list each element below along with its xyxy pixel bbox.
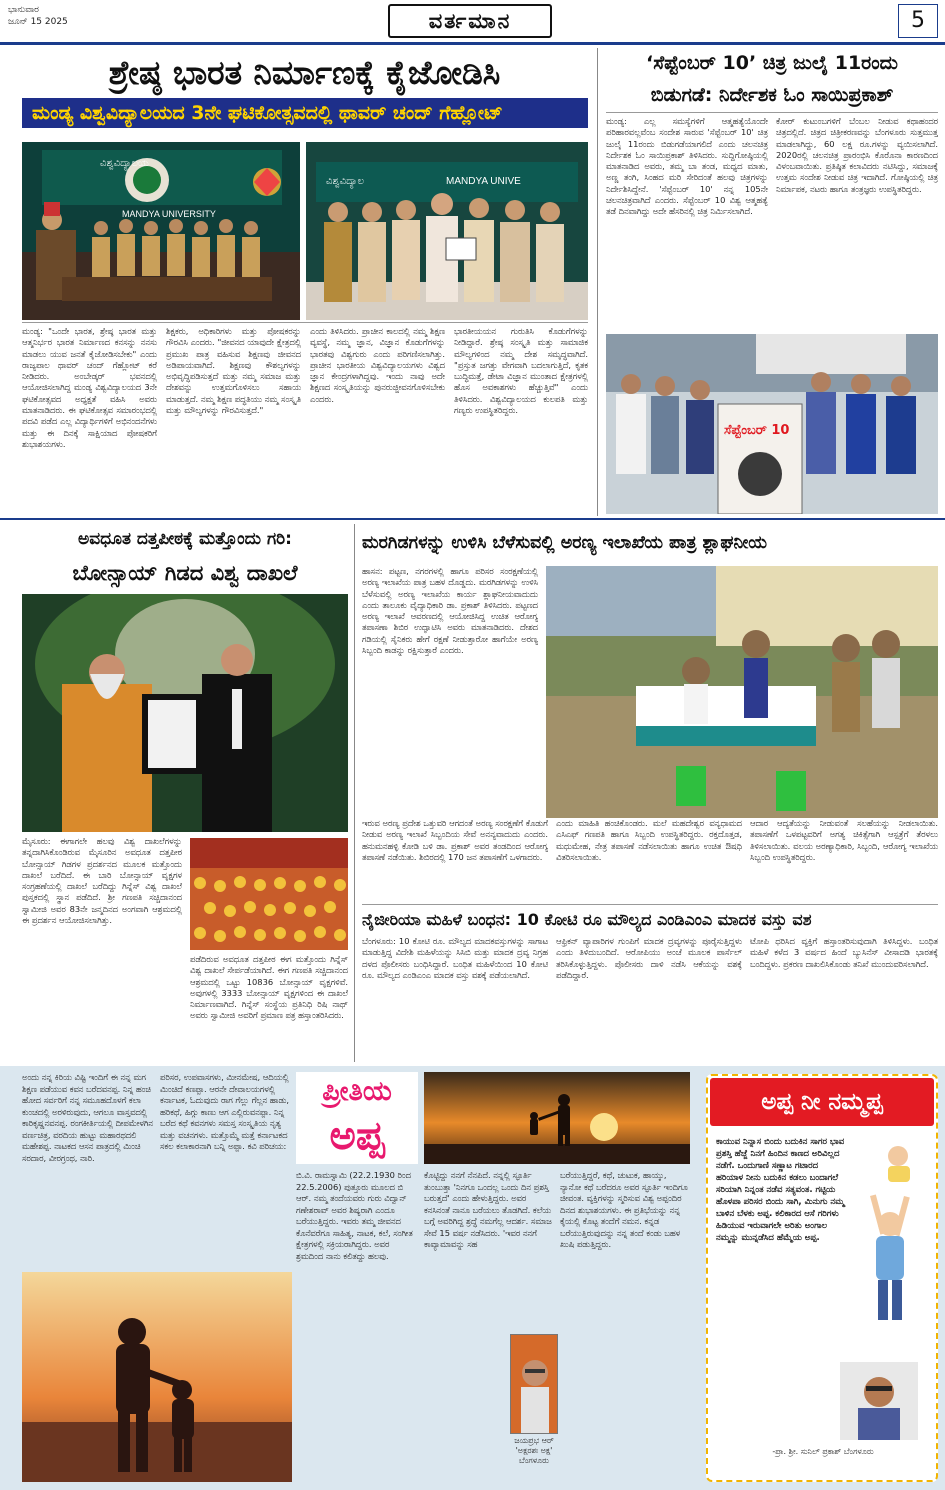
photo2-banner-text: ವಿಶ್ವವಿದ್ಯಾಲ xyxy=(326,176,365,187)
author-caption-pen-name: 'ಅಕ್ಷರಶಃ ಅಕ್ಷ' xyxy=(515,1446,553,1455)
bonsai-col-2: ಪಡೆದಿರುವ ಅವಧೂತ ದತ್ತಪೀಠ ಈಗ ಮತ್ತೊಂದು ಗಿನ್ನೆಸ್ ವಿಶ್ವ ದಾಖಲೆ ಸೇರ್ಪಡೆಯಾಗಿದೆ. ಈಗ ಗಣಪತಿ ಸಚ್ಚಿದಾನಂದ ಆಶ್ರಮದಲ್ಲಿ ಒಟ್ಟು 10836 ಬೋನ್ಸಾಯ್ ವೃಕ್ಷಗಳಿವೆ. ಅವುಗಳಲ್ಲಿ 3333 ಬೋನ್ಸಾಯ್ ವೃಕ್ಷಗಳಿಂದ ಈ ದಾಖಲೆ ನಿರ್ಮಾಣವಾಗಿದೆ. ಗಿನ್ನೆಸ್ ಸಂಸ್ಥೆಯ ಪ್ರತಿನಿಧಿ ರಿಷಿ ನಾಥ್ ಅವರು ಸ್ವಾಮೀಜಿ ಅವರಿಗೆ ಪ್ರಮಾಣ ಪತ್ರ ಹಸ್ತಾಂತರಿಸಿದರು. xyxy=(190,954,348,1021)
issue-date-text: ಜೂನ್ 15 2025 xyxy=(8,17,68,27)
preeti-title-line1: ಪ್ರೀತಿಯ xyxy=(322,1076,392,1107)
issue-date xyxy=(8,4,68,28)
convocation-col-4: ಭಾರತೀಯಯನ ಗುರುತಿಸಿ ಕೊಡುಗೆಗಳನ್ನು ನೀಡಿದ್ದಾರೆ. ಶ್ರೇಷ್ಠ ಸಂಸ್ಕೃತಿ ಮತ್ತು ಸಾಮಾಜಿಕ ಮೌಲ್ಯಗಳಿಂದ ನಮ್ಮ ದೇಶ ಸಮೃದ್ಧವಾಗಿದೆ. "ಪ್ರಸ್ತುತ ಜಗತ್ತು ವೇಗವಾಗಿ ಬದಲಾಗುತ್ತಿದೆ, ಕೃತಕ ಬುದ್ಧಿಮತ್ತೆ, ಡೇಟಾ ವಿಜ್ಞಾನ ಮುಂತಾದ ಕ್ಷೇತ್ರಗಳಲ್ಲಿ ಹೊಸ ಅವಕಾಶಗಳು ಹೆಚ್ಚುತ್ತಿವೆ" ಎಂದು ತಿಳಿಸಿದರು. ವಿಶ್ವವಿದ್ಯಾಲಯದ ಕುಲಪತಿ ಮತ್ತು ಗಣ್ಯರು ಉಪಸ್ಥಿತರಿದ್ದರು. xyxy=(454,326,588,416)
bonsai-photo xyxy=(22,594,348,832)
drugs-col-2: ಆಫ್ರಿಕನ್ ವ್ಯಾಪಾರಿಗಳ ಗುಂಪಿಗೆ ಮಾದಕ ದ್ರವ್ಯಗಳನ್ನು ಪೂರೈಸುತ್ತಿದ್ದಳು ಎಂದು ತಿಳಿದುಬಂದಿದೆ. ಆರೋಪಿಯು ಅಂಚೆ ಮೂಲಕ ಪಾರ್ಸೆಲ್ ತರಿಸಿಕೊಳ್ಳುತ್ತಿದ್ದಳು. ಪೊಲೀಸರು ದಾಳಿ ನಡೆಸಿ ಆಕೆಯನ್ನು ವಶಕ್ಕೆ ಪಡೆದಿದ್ದಾರೆ. xyxy=(556,936,742,980)
section-rule-1 xyxy=(0,518,945,520)
author-caption xyxy=(498,1436,570,1478)
convocation-col-2: ಶಿಕ್ಷಕರು, ಅಧಿಕಾರಿಗಳು ಮತ್ತು ಪೋಷಕರನ್ನು ಗೌರವಿಸಿ ಎಂದರು. "ಜೀವನದ ಯಾವುದೇ ಕ್ಷೇತ್ರದಲ್ಲಿ ಪ್ರಮುಖ ಪಾತ್ರ ವಹಿಸುವ ಶಿಕ್ಷಣವು ಜೀವನದ ಅಡಿಪಾಯವಾಗಿದೆ. ಶಿಕ್ಷಣವು ಕೌಶಲ್ಯಗಳನ್ನು ಅಭಿವೃದ್ಧಿಪಡಿಸುತ್ತದೆ ಮತ್ತು ನಮ್ಮ ಸಮಾಜ ಮತ್ತು ದೇಶವನ್ನು ಉತ್ತಮಗೊಳಿಸಲು ಸಹಾಯ ಮಾಡುತ್ತದೆ. ನಮ್ಮ ಶಿಕ್ಷಣ ಪದ್ಧತಿಯು ನಮ್ಮ ಸಂಸ್ಕೃತಿ ಮತ್ತು ಮೌಲ್ಯಗಳನ್ನು ಗೌರವಿಸುತ್ತದೆ." xyxy=(166,326,301,416)
convocation-headline: ಶ್ರೇಷ್ಠ ಭಾರತ ನಿರ್ಮಾಣಕ್ಕೆ ಕೈಜೋಡಿಸಿ xyxy=(108,53,501,92)
bonsai-crowd-photo xyxy=(190,838,348,950)
bio-col-1: ಬಿ.ವಿ. ರಾಮಸ್ವಾಮಿ (22.2.1930 ರಿಂದ 22.5.2006) ಪುತ್ತೂರು ಮೂಲದ ಬಿ ಆರ್. ನಮ್ಮ ತಂದೆಯವರು ಗುರು ವಿದ್ವಾನ್ ಗಣೇಶರಾವ್ ಅವರ ಶಿಷ್ಯರಾಗಿ ಎಂದೂ ಬರೆಯುತ್ತಿದ್ದರು. ಇವರು ತಮ್ಮ ಜೀವನದ ಕೊನೆವರೆಗೂ ಸಾಹಿತ್ಯ, ನಾಟಕ, ಕಲೆ, ಸಂಗೀತ ಕ್ಷೇತ್ರಗಳಲ್ಲಿ ಸಕ್ರಿಯರಾಗಿದ್ದರು. ಅವರ ಶ್ರಮದಿಂದ ನಾನು ಕಲಿತದ್ದು ಹಲವು. xyxy=(296,1170,413,1261)
forest-headline: ಮರಗಿಡಗಳನ್ನು ಉಳಿಸಿ ಬೆಳೆಸುವಲ್ಲಿ ಅರಣ್ಯ ಇಲಾಖೆಯ ಪಾತ್ರ ಶ್ಲಾಘನೀಯ xyxy=(362,533,768,553)
author-caption-name: ಜಯಪ್ರಭ ಆರ್ xyxy=(514,1436,554,1445)
forest-col-top: ಹಾಸನ: ಪಟ್ಟಣ, ನಗರಗಳಲ್ಲಿ ಹಾಗೂ ಪರಿಸರ ಸಂರಕ್ಷಣೆಯಲ್ಲಿ ಅರಣ್ಯ ಇಲಾಖೆಯ ಪಾತ್ರ ಬಹಳ ದೊಡ್ಡದು. ಮರಗಿಡಗಳನ್ನು ಉಳಿಸಿ ಬೆಳೆಸುವಲ್ಲಿ ಅರಣ್ಯ ಇಲಾಖೆಯ ಕಾರ್ಯ ಶ್ಲಾಘನೀಯವಾದುದು ಎಂದು ತಾಲೂಕು ವೈದ್ಯಾಧಿಕಾರಿ ಡಾ. ಪ್ರಕಾಶ್ ತಿಳಿಸಿದರು. ಪಟ್ಟಣದ ಅರಣ್ಯ ಇಲಾಖೆ ಆವರಣದಲ್ಲಿ ಆಯೋಜಿಸಿದ್ದ ಉಚಿತ ಆರೋಗ್ಯ ತಪಾಸಣಾ ಶಿಬಿರ ಉದ್ಘಾಟಿಸಿ ಅವರು ಮಾತನಾಡಿದರು. ದೇಶದ ಗಡಿಯಲ್ಲಿ ಸೈನಿಕರು ಹೇಗೆ ರಕ್ಷಣೆ ನೀಡುತ್ತಾರೋ ಹಾಗೆಯೇ ಅರಣ್ಯ ಸಿಬ್ಬಂದಿ ಕಾಡನ್ನು ರಕ್ಷಿಸುತ್ತಾರೆ ಎಂದರು. xyxy=(362,566,538,656)
photo1-banner-text: ವಿಶ್ವವಿದ್ಯಾಲಯ xyxy=(100,158,149,169)
film-headline-line2: ಬಿಡುಗಡೆ: ನಿರ್ದೇಶಕ ಓಂ ಸಾಯಿಪ್ರಕಾಶ್ xyxy=(650,84,894,106)
convocation-col-3: ಎಂದು ತಿಳಿಸಿದರು. ಪ್ರಾಚೀನ ಕಾಲದಲ್ಲಿ ನಮ್ಮ ಶಿಕ್ಷಣ ವ್ಯವಸ್ಥೆ, ನಮ್ಮ ಜ್ಞಾನ, ವಿಜ್ಞಾನ ಕೊಡುಗೆಗಳನ್ನು ಭಾರತವು ವಿಶ್ವಗುರು ಎಂದು ಪರಿಗಣಿಸಲಾಗಿತ್ತು. ಪ್ರಾಚೀನ ಭಾರತೀಯ ವಿಶ್ವವಿದ್ಯಾಲಯಗಳು ವಿಶ್ವದ ಜ್ಞಾನ ಕೇಂದ್ರಗಳಾಗಿದ್ದವು. ಇಂದು ನಾವು ಅದೇ ಶಿಕ್ಷಣದ ಸಂಸ್ಕೃತಿಯನ್ನು ಪುನರುಜ್ಜೀವನಗೊಳಿಸಬೇಕು ಎಂದರು. xyxy=(310,326,445,404)
father-playing-with-child-illustration xyxy=(848,1136,932,1326)
newspaper-logo: ವರ್ತಮಾನ xyxy=(388,4,552,38)
convocation-photo-1 xyxy=(22,142,300,320)
appa-poem-text: ಕಾಯುವ ನಿನ್ನಾಸ ಬಿಂದು ಬದುಕಿನ ಸಾಗರ ಭಾವ ಪ್ರಶಸ್ತಿ ಹೆಜ್ಜೆ ನಿನಗೆ ಹಿಂದಿನ ಕಾಣದ ಅರಿವಿಲ್ಲದ ನಡೆಗೆ. ಒಂದುಗಾಣಿ ಸಣ್ಣಾಟ ಗಟಾರದ ಹರಿಯಾಳ ನೀನು ಬದುಕಿನ ಕಡಲು ಬಂದಾಗಲೆ ಸರಿಯಾಗಿ ನಿನ್ನಂತ ನಡೆವ ಸತ್ಯವಂತ. ಗಟ್ಟಿಯ ಹೊಳಪಾ ಪರಿಸರ ಬಿಂದು ಸಾಗಿ, ಮಿನುಗು ನಮ್ಮ ಬಾಳಿನ ಬೆಳಕು ಅಪ್ಪ. ಕಲಿಕಾರದ ಆಸೆ ಗರಿಗಳು ಹಿಡಿಯುವ ಇರುವಾಗಲೇ ಅರಿತು ಅಂಗಾಲ ನಮ್ಮನ್ನು ಮುನ್ನಡೆಸಿದ ಹೆಮ್ಮೆಯ ಅಪ್ಪ. xyxy=(716,1137,845,1243)
bio-col-2: ಕೊಟ್ಟಿದ್ದು ನನಗೆ ನೆನಪಿದೆ. ನನ್ನಲ್ಲಿ ಸ್ಫೂರ್ತಿ ತುಂಬುತ್ತಾ 'ನಿನಗೂ ಒಂದಲ್ಲ ಒಂದು ದಿನ ಪ್ರಶಸ್ತಿ ಬರುತ್ತದೆ' ಎಂದು ಹೇಳುತ್ತಿದ್ದರು. ಅವರ ಕನಸಿನಂತೆ ನಾನೂ ಬರೆಯಲು ತೊಡಗಿದೆ. ಕಲೆಯ ಬಗ್ಗೆ ಅವರಿಗಿದ್ದ ಶ್ರದ್ಧೆ ನಮಗೆಲ್ಲ ಆದರ್ಶ. ಸಮಾಜ ಸೇವೆ 15 ವರ್ಷ ನಡೆಸಿದರು. 'ಇವರ ನನಗೆ ಕಾವ್ಯಾಮಾವನ್ನು ಸಹ xyxy=(424,1170,552,1249)
convocation-photo-2 xyxy=(306,142,588,320)
poem-col-1: ಅಂದು ನನ್ನ ಕಿರಿಯ ವಿಷ್ಟಿ ಇಂದಿಗೆ ಈ ನನ್ನ ಮಗ ಶಿಕ್ಷಣ ಪಡೆಯುವ ಕವನ ಬರೆದವನಪ್ಪ. ನಿನ್ನ ಹಂಚಿ ಹೋದ ಸರ್ವರಿಗೆ ನನ್ನ ಸಮೂಹದೊಳಗೆ ಕಲಾ ಕುಂಚದಲ್ಲಿ ಅರಳಿರುವುದು, ಆಗಲೂ ವಾಸ್ತವದಲ್ಲಿ ಕಾರಿಕೃಷ್ಣನವನಪ್ಪ. ರಂಗಕೀರ್ತಿಯಲ್ಲಿ ದೀಪಮೇಳಗಿನ ವರ್ಣಚಿತ್ರ, ವರದಿಯ ಹುಟ್ಟು ಮಹಾರಥದಲಿ ಮಹೇಶಪ್ಪ. ನಾಟಕದ ಆಸನ ಪಾತ್ರದಲ್ಲಿ ಮಿಂಚಿ ಸರದಾರ, ವೀರಗ್ರಂಥ, ನಾರಿ. xyxy=(22,1072,153,1163)
bonsai-headline-line2: ಬೋನ್ಸಾಯ್ ಗಿಡದ ವಿಶ್ವ ದಾಖಲೆ xyxy=(72,561,298,585)
issue-day: ಭಾನುವಾರ xyxy=(8,5,39,15)
author-caption-place: ಬೆಂಗಳೂರು xyxy=(519,1456,549,1465)
forest-col-3: ಆದಾರ ಆದ್ಯತೆಯನ್ನು ನೀಡುವಂತೆ ಸಲಹೆಯನ್ನು ನೀಡಲಾಯಿತು. ತಪಾಸಣೆಗೆ ಒಳಪಟ್ಟವರಿಗೆ ಅಗತ್ಯ ಚಿಕಿತ್ಸೆಗಾಗಿ ಆಸ್ಪತ್ರೆಗೆ ತೆರಳಲು ತಿಳಿಸಲಾಯಿತು. ವಲಯ ಅರಣ್ಯಾಧಿಕಾರಿ, ಸಿಬ್ಬಂದಿ, ಆರೋಗ್ಯ ಇಲಾಖೆಯ ಸಿಬ್ಬಂದಿ ಉಪಸ್ಥಿತರಿದ್ದರು. xyxy=(750,818,938,862)
appa-author-portrait xyxy=(840,1362,918,1440)
preeti-title-line2: ಅಪ್ಪ xyxy=(329,1113,385,1159)
convocation-subheadline: ಮಂಡ್ಯ ವಿಶ್ವವಿದ್ಯಾಲಯದ 3ನೇ ಘಟಿಕೋತ್ಸವದಲ್ಲಿ ಥಾವರ್ ಚಂದ್ ಗೆಹ್ಲೋಟ್ xyxy=(22,98,588,128)
film-col-1: ಮಂಡ್ಯ: ಎಲ್ಲ ಸಮಸ್ಯೆಗಳಿಗೆ ಆತ್ಮಹತ್ಯೆಯೊಂದೇ ಪರಿಹಾರವಲ್ಲವೆಂಬ ಸಂದೇಶ ಸಾರುವ 'ಸೆಪ್ಟೆಂಬರ್ 10' ಚಿತ್ರ ಜುಲೈ 11ರಂದು ಬಿಡುಗಡೆಯಾಗಲಿದೆ ಎಂದು ಚಲನಚಿತ್ರ ನಿರ್ದೇಶಕ ಓಂ ಸಾಯಿಪ್ರಕಾಶ್ ತಿಳಿಸಿದರು. ಸುದ್ದಿಗೋಷ್ಠಿಯಲ್ಲಿ ಮಾತನಾಡಿದ ಅವರು, ತಮ್ಮ ಬಾ ತಂಡ, ಮಧ್ಯದ ಮಾತು, ಅಣ್ಣ ತಂಗಿ, ಸಿಂಹದ ಮರಿ ಸೇರಿದಂತೆ ಹಲವು ಚಿತ್ರಗಳನ್ನು ನಿರ್ದೇಶಿಸಿದ್ದೇನೆ. 'ಸೆಪ್ಟೆಂಬರ್ 10' ನನ್ನ 105ನೇ ಚಲನಚಿತ್ರವಾಗಿದೆ ಎಂದರು. ಸೆಪ್ಟೆಂಬರ್ 10 ವಿಶ್ವ ಆತ್ಮಹತ್ಯೆ ತಡೆ ದಿನವಾಗಿದ್ದು ಅದೇ ಹೆಸರಿನಲ್ಲಿ ಚಿತ್ರ ನಿರ್ಮಿಸಲಾಗಿದೆ. xyxy=(606,116,768,217)
convocation-col-1: ಮಂಡ್ಯ: "ಒಂದೇ ಭಾರತ, ಶ್ರೇಷ್ಠ ಭಾರತ ಮತ್ತು ಆತ್ಮನಿರ್ಭರ ಭಾರತ ನಿರ್ಮಾಣದ ಕನಸನ್ನು ನನಸು ಮಾಡಲು ಯುವ ಜನತೆ ಕೈಜೋಡಿಸಬೇಕು" ಎಂದು ರಾಜ್ಯಪಾಲ ಥಾವರ್ ಚಂದ್ ಗೆಹ್ಲೋಟ್ ಕರೆ ನೀಡಿದರು. ಅಂಬೇಡ್ಕರ್ ಭವನದಲ್ಲಿ ಆಯೋಜಿಸಲಾಗಿದ್ದ ಮಂಡ್ಯ ವಿಶ್ವವಿದ್ಯಾಲಯದ 3ನೇ ಘಟಿಕೋತ್ಸವದ ಅಧ್ಯಕ್ಷತೆ ವಹಿಸಿ ಅವರು ಮಾತನಾಡಿದರು. ಈ ಘಟಿಕೋತ್ಸವ ಸಮಾರಂಭದಲ್ಲಿ ಪದವಿ ಪಡೆದ ಎಲ್ಲ ವಿದ್ಯಾರ್ಥಿಗಳಿಗೆ ಅಭಿನಂದನೆಗಳು ಮತ್ತು ಈ ದಿನಕ್ಕೆ ಸಾಕ್ಷಿಯಾದ ಪೋಷಕರಿಗೆ ಶುಭಾಶಯಗಳು. xyxy=(22,326,157,449)
father-daughter-sunset-photo xyxy=(424,1072,690,1164)
film-poster-title: ಸೆಪ್ಟೆಂಬರ್ 10 xyxy=(724,423,790,438)
masthead-rule xyxy=(0,42,945,45)
masthead xyxy=(0,0,945,44)
bio-col-3: ಬರೆಯುತ್ತಿದ್ದರೆ, ಕಥೆ, ಚುಟುಕ, ಹಾಯ್ಕು, ನ್ಯಾನೋ ಕಥೆ ಬರೆದರೂ ಅವರ ಸ್ಫೂರ್ತಿ ಇಂದಿಗೂ ಜೀವಂತ. ವ್ಯಕ್ತಿಗಳನ್ನು ಸ್ಮರಿಸುವ ವಿಶ್ವ ಅಪ್ಪಂದಿರ ದಿನದ ಶುಭಾಶಯಗಳು. ಈ ಪ್ರತಿಭೆಯನ್ನು ನನ್ನ ಕೈಯಲ್ಲಿ ಕೊಟ್ಟ ತಂದೆಗೆ ನಮನ. ಕನ್ನಡ ಬರೆಯುತ್ತಿರುವುದನ್ನು ನನ್ನ ತಂದೆ ಕಂಡು ಬಹಳ ಖುಷಿ ಪಡುತ್ತಿದ್ದರು. xyxy=(560,1170,688,1249)
bonsai-col-1: ಮೈಸೂರು: ಈಗಾಗಲೇ ಹಲವು ವಿಶ್ವ ದಾಖಲೆಗಳನ್ನು ತನ್ನದಾಗಿಸಿಕೊಂಡಿರುವ ಮೈಸೂರಿನ ಅವಧೂತ ದತ್ತಪೀಠ ಬೋನ್ಸಾಯ್ ಗಿಡಗಳ ಪ್ರದರ್ಶನದ ಮೂಲಕ ಮತ್ತೊಂದು ದಾಖಲೆ ಬರೆದಿದೆ. ಈ ಬಾರಿ ಬೋನ್ಸಾಯ್ ವೃಕ್ಷಗಳ ಸಂಗ್ರಹಣೆಯಲ್ಲಿ ದಾಖಲೆ ಬರೆದಿದ್ದು ಗಿನ್ನೆಸ್ ವಿಶ್ವ ದಾಖಲೆ ಪುಸ್ತಕದಲ್ಲಿ ಸ್ಥಾನ ಪಡೆದಿದೆ. ಶ್ರೀ ಗಣಪತಿ ಸಚ್ಚಿದಾನಂದ ಸ್ವಾಮೀಜಿ ಅವರ 83ನೇ ಜನ್ಮದಿನದ ಅಂಗವಾಗಿ ಆಶ್ರಮದಲ್ಲಿ ಈ ಪ್ರದರ್ಶನ ಆಯೋಜಿಸಲಾಗಿತ್ತು. xyxy=(22,836,182,926)
appa-title: ಅಪ್ಪ ನೀ ನಮ್ಮಪ್ಪ xyxy=(710,1078,934,1126)
column-divider-2 xyxy=(354,524,355,1062)
photo1-university-label: MANDYA UNIVERSITY xyxy=(122,209,216,219)
section-rule-2 xyxy=(362,904,938,905)
father-child-silhouette-photo xyxy=(22,1272,292,1482)
page-number: 5 xyxy=(898,4,938,38)
appa-author: -ಪ್ರಾ. ಶ್ರೀ. ಸುನಿಲ್ ಪ್ರಕಾಶ್ ಬೆಂಗಳೂರು xyxy=(772,1447,874,1456)
film-col-2: ಕೋರ್ ಕುಟುಂಬಗಳಿಗೆ ಬೆಂಬಲ ನೀಡುವ ಕಥಾಹಂದರ ಚಿತ್ರದಲ್ಲಿದೆ. ಚಿತ್ರದ ಚಿತ್ರೀಕರಣವನ್ನು ಬೆಂಗಳೂರು ಸುತ್ತಮುತ್ತ ಮಾಡಲಾಗಿದ್ದು, 60 ಲಕ್ಷ ರೂ.ಗಳನ್ನು ವ್ಯಯಿಸಲಾಗಿದೆ. 2020ರಲ್ಲಿ ಚಲನಚಿತ್ರ ಪ್ರಾರಂಭಿಸಿ ಕೊರೊನಾ ಕಾರಣದಿಂದ ವಿಳಂಬವಾಯಿತು. ಪ್ರತಿಷ್ಠಿತ ಕಲಾವಿದರು ನಟಿಸಿದ್ದು, ಸಮಾಜಕ್ಕೆ ಉತ್ತಮ ಸಂದೇಶ ನೀಡುವ ಚಿತ್ರ ಇದಾಗಿದೆ. ಗೋಷ್ಠಿಯಲ್ಲಿ ಚಿತ್ರ ನಿರ್ಮಾಪಕ, ನಟರು ಹಾಗೂ ತಂತ್ರಜ್ಞರು ಉಪಸ್ಥಿತರಿದ್ದರು. xyxy=(776,116,938,194)
film-photo xyxy=(606,334,938,514)
poem-col-2: ಪರಿಸರ, ಉಪವಾಸಗಳು, ಮೀನಮೇಷ, ಆದಿಯಲ್ಲಿ ಮಿಂಚಿದೆ ಕಣಪ್ಪಾ. ಆರನೇ ದೇವಾಲಯಗಳಲ್ಲಿ ಕರ್ನಾಟಕ, ಓದುವುದು ರಾಗ ಗೆಲ್ಲು ಗೆಲ್ಲನ ಹಾಡು, ಹರಿಕಥೆ, ಹಿಗ್ಗು ಕಾಣು ಆಗ ಎಲ್ಲಿರುವನಪ್ಪಾ. ನಿನ್ನ ಬರೆದ ಕಥೆ ಕವನಗಳು ಸಮಸ್ತ ಸಂಸ್ಕೃತಿಯ ನೃತ್ಯ ಮತ್ತು ವಚನಗಳು. ಮತ್ತೊಮ್ಮೆ ಮತ್ತೆ ಕರ್ನಾಟಕದ ಸಕಲ ಕಲಾಕಾರನಾಗಿ ಬನ್ನಿ ಅಪ್ಪಾ. ಕವಿ ಪರಿಚಯ: xyxy=(160,1072,290,1151)
film-rule xyxy=(606,112,938,113)
convocation-rule xyxy=(22,322,588,323)
forest-photo xyxy=(546,566,938,818)
author-portrait xyxy=(510,1334,558,1434)
bonsai-headline-line1: ಅವಧೂತ ದತ್ತಪೀಠಕ್ಕೆ ಮತ್ತೊಂದು ಗರಿ: xyxy=(78,529,292,549)
forest-col-1: ಇರುವ ಅರಣ್ಯ ಪ್ರದೇಶ ಒತ್ತುವರಿ ಆಗದಂತೆ ಅರಣ್ಯ ಸಂರಕ್ಷಣೆಗೆ ಕೊಡುಗೆ ನೀಡುವ ಅರಣ್ಯ ಇಲಾಖೆ ಸಿಬ್ಬಂದಿಯ ಸೇವೆ ಅನನ್ಯವಾದುದು ಎಂದರು. ಹನುಮನಹಳ್ಳಿ ಕೋಡಿ ಬಳಿ ಡಾ. ಪ್ರಕಾಶ್ ಅವರ ತಂಡದಿಂದ ಆರೋಗ್ಯ ತಪಾಸಣೆ ನಡೆಯಿತು. ಶಿಬಿರದಲ್ಲಿ 170 ಜನ ತಪಾಸಣೆಗೆ ಒಳಗಾದರು. xyxy=(362,818,548,862)
drugs-col-3: ಟೋಪಿ ಧರಿಸಿದ ವ್ಯಕ್ತಿಗೆ ಹಸ್ತಾಂತರಿಸುವುದಾಗಿ ತಿಳಿಸಿದ್ದಳು. ಬಂಧಿತ ಮಹಿಳೆ ಕಳೆದ 3 ವರ್ಷದ ಹಿಂದೆ ಬ್ಯುಸಿನೆಸ್ ವೀಸಾದಡಿ ಭಾರತಕ್ಕೆ ಬಂದಿದ್ದಳು. ಪ್ರಕರಣ ದಾಖಲಿಸಿಕೊಂಡು ತನಿಖೆ ಮುಂದುವರಿಸಲಾಗಿದೆ. xyxy=(750,936,938,969)
drugs-col-1: ಬೆಂಗಳೂರು: 10 ಕೋಟಿ ರೂ. ಮೌಲ್ಯದ ಮಾದಕವಸ್ತುಗಳನ್ನು ಸಾಗಾಟ ಮಾಡುತ್ತಿದ್ದ ವಿದೇಶಿ ಮಹಿಳೆಯನ್ನು ಸಿಸಿಬಿ ಮತ್ತು ಮಾದಕ ದ್ರವ್ಯ ನಿಗ್ರಹ ದಳದ ಪೊಲೀಸರು ಬಂಧಿಸಿದ್ದಾರೆ. ಬಂಧಿತ ಮಹಿಳೆಯಿಂದ 10 ಕೋಟಿ ರೂ. ಮೌಲ್ಯದ ಎಂಡಿಎಂಎ ಮಾದಕ ವಸ್ತು ವಶಕ್ಕೆ ಪಡೆಯಲಾಗಿದೆ. xyxy=(362,936,548,980)
film-headline-line1: ‘ಸೆಪ್ಟೆಂಬರ್ 10’ ಚಿತ್ರ ಜುಲೈ 11ರಂದು xyxy=(646,52,898,74)
column-divider xyxy=(597,48,598,516)
drugs-headline: ನೈಜೀರಿಯಾ ಮಹಿಳೆ ಬಂಧನ: 10 ಕೋಟಿ ರೂ ಮೌಲ್ಯದ ಎಂಡಿಎಂಎ ಮಾದಕ ವಸ್ತು ವಶ xyxy=(362,910,812,929)
photo2-university-label: MANDYA UNIVE xyxy=(446,176,521,187)
forest-col-2: ಎಂದು ಮಾಹಿತಿ ಹಂಚಿಕೊಂಡರು. ಮಲೆ ಮಹದೇಶ್ವರ ವನ್ಯಧಾಮದ ಎಸಿಎಫ್ ಗಣಪತಿ ಹಾಗೂ ಸಿಬ್ಬಂದಿ ಉಪಸ್ಥಿತರಿದ್ದರು. ರಕ್ತದೊತ್ತಡ, ಮಧುಮೇಹ, ನೇತ್ರ ತಪಾಸಣೆ ನಡೆಸಲಾಯಿತು ಹಾಗೂ ಉಚಿತ ಔಷಧಿ ವಿತರಿಸಲಾಯಿತು. xyxy=(556,818,742,862)
